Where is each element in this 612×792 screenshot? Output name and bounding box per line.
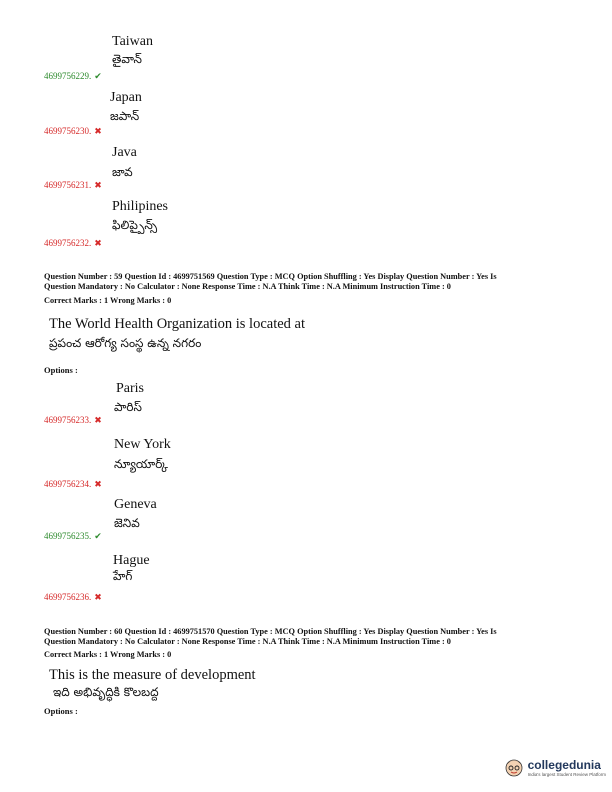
logo-name: collegedunia (527, 757, 601, 772)
question-marks: Correct Marks : 1 Wrong Marks : 0 (44, 296, 172, 305)
wrong-mark-icon: ✖ (94, 416, 102, 426)
question-meta (44, 272, 584, 292)
option-text-en: Taiwan (112, 34, 154, 49)
option-row (44, 472, 102, 491)
question-text-en: The World Health Organization is located at (49, 316, 305, 332)
collegedunia-logo (503, 756, 606, 778)
option-text-te: హేగ్ (113, 569, 133, 583)
option-id: 4699756229. (44, 71, 92, 81)
question-marks: Correct Marks : 1 Wrong Marks : 0 (44, 650, 172, 659)
correct-mark-icon: ✔ (94, 72, 102, 82)
option-text-te: పారిస్ (114, 400, 142, 414)
option-text-en: New York (114, 437, 171, 452)
option-id: 4699756231. (44, 180, 92, 190)
options-label: Options : (44, 706, 78, 716)
option-row (44, 585, 102, 604)
option-text-te: జావ (112, 165, 133, 179)
option-text-en: Java (112, 145, 137, 160)
option-id: 4699756236. (44, 592, 92, 602)
option-text-te: ఫిలిప్పైన్స్ (112, 218, 158, 232)
wrong-mark-icon: ✖ (94, 480, 102, 490)
option-id: 4699756235. (44, 531, 92, 541)
wrong-mark-icon: ✖ (94, 127, 102, 137)
option-text-te: జెనివ (114, 516, 140, 530)
option-text-en: Geneva (114, 497, 157, 512)
option-id: 4699756232. (44, 238, 92, 248)
question-text-en: This is the measure of development (49, 667, 256, 683)
wrong-mark-icon: ✖ (94, 593, 102, 603)
option-text-te: జపాన్ (110, 109, 140, 123)
option-text-en: Hague (113, 553, 150, 568)
question-meta-line: Question Number : 60 Question Id : 4699751570 Question Type : MCQ Option Shuffling : Yes Display Question Number : Yes Is (44, 627, 497, 636)
correct-mark-icon: ✔ (94, 532, 102, 542)
option-row (44, 64, 102, 83)
option-id: 4699756234. (44, 479, 92, 489)
options-label: Options : (44, 365, 78, 375)
logo-tagline: India's largest Student Review Platform (527, 771, 606, 777)
option-text-te: న్యూయార్క్ (114, 457, 168, 471)
option-text-en: Philipines (112, 199, 169, 214)
option-row (44, 408, 102, 427)
option-text-te: తైవాన్ (112, 52, 142, 66)
option-row (44, 524, 102, 543)
question-meta-line: Question Mandatory : No Calculator : None Response Time : N.A Think Time : N.A Minimum Instruction Time : 0 (44, 282, 451, 291)
question-meta-line: Question Number : 59 Question Id : 4699751569 Question Type : MCQ Option Shuffling : Yes Display Question Number : Yes Is (44, 272, 497, 281)
option-text-en: Paris (116, 381, 144, 396)
question-meta-line: Question Mandatory : No Calculator : None Response Time : N.A Think Time : N.A Minimum Instruction Time : 0 (44, 637, 451, 646)
mascot-icon (503, 756, 525, 778)
option-id: 4699756230. (44, 126, 92, 136)
option-row (44, 173, 102, 192)
option-row (44, 119, 102, 138)
wrong-mark-icon: ✖ (94, 181, 102, 191)
option-text-en: Japan (110, 90, 142, 105)
option-row (44, 231, 102, 250)
question-text-te: ప్రపంచ ఆరోగ్య సంస్థ ఉన్న నగరం (49, 336, 202, 350)
question-meta (44, 627, 584, 647)
question-text-te: ఇది అభివృద్ధికి కొలబద్ద (53, 685, 159, 699)
wrong-mark-icon: ✖ (94, 239, 102, 249)
option-id: 4699756233. (44, 415, 92, 425)
